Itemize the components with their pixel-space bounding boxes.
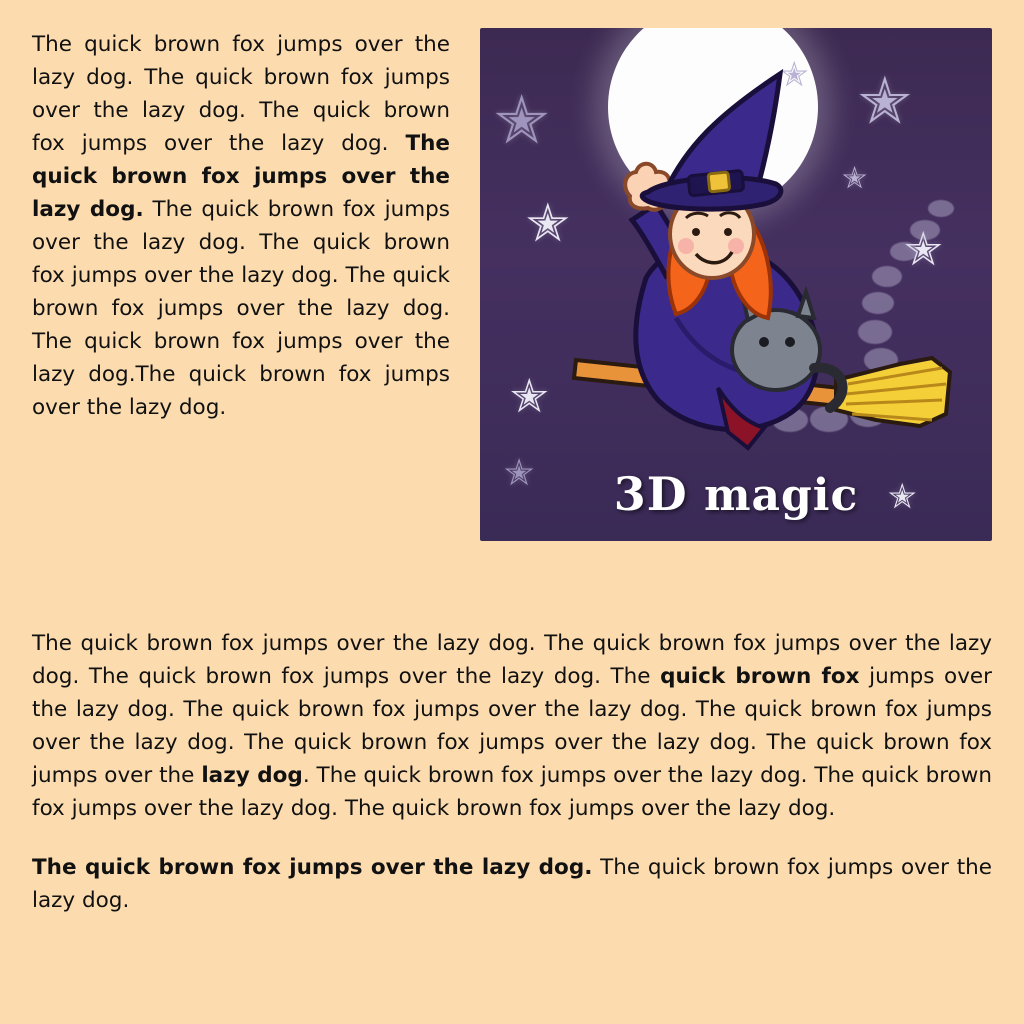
- top-section: [32, 28, 992, 541]
- top-text-run-2-bold: The quick brown fox jumps over the lazy dog.: [32, 131, 450, 222]
- top-text-run-1: The quick brown fox jumps over the lazy dog. The quick brown fox jumps over the lazy dog. The quick brown fox jumps over the lazy dog.: [32, 32, 450, 156]
- caption-prefix: 3D: [613, 467, 688, 521]
- star-icon: ✭: [888, 477, 917, 517]
- star-icon: ✭: [494, 82, 550, 159]
- top-text-run-3: The quick brown fox jumps over the lazy dog. The quick brown fox jumps over the lazy dog. The quick brown fox jumps over the lazy dog. The quick brown fox jumps over the lazy dog.The quick brown fox jumps over the lazy dog.: [32, 197, 450, 420]
- left-text-column: [32, 28, 450, 424]
- body1-run-4-bold: lazy dog: [201, 763, 303, 788]
- witch-illustration: [480, 28, 992, 541]
- body-text-block: [32, 627, 992, 917]
- body1-run-3: jumps over the lazy dog. The quick brown fox jumps over the lazy dog. The quick brown fox jumps over the lazy dog. The quick brown fox jumps over the lazy dog. The quick brown fox jumps over the: [32, 664, 992, 788]
- illustration-figure: [480, 28, 992, 541]
- witch-hat: [642, 74, 781, 209]
- body-paragraph-1: [32, 627, 992, 825]
- body1-run-1: The quick brown fox jumps over the lazy dog. The quick brown fox jumps over the lazy dog. The quick brown fox jumps over the lazy dog. The: [32, 631, 992, 689]
- star-icon: ✭: [504, 453, 535, 494]
- star-icon: ✭: [904, 222, 943, 276]
- star-icon: ✭: [858, 65, 912, 139]
- body2-run-1-bold: The quick brown fox jumps over the lazy dog.: [32, 855, 593, 880]
- caption-rest: magic: [687, 470, 859, 521]
- top-paragraph: [32, 28, 450, 424]
- star-icon: ✭: [842, 161, 868, 196]
- body2-run-2: The quick brown fox jumps over the lazy dog.: [32, 855, 992, 913]
- body-paragraph-2: [32, 851, 992, 917]
- illustration-caption: [480, 467, 992, 521]
- star-icon: ✭: [526, 194, 570, 254]
- star-icon: ✭: [780, 55, 809, 95]
- body1-run-5: . The quick brown fox jumps over the lazy dog. The quick brown fox jumps over the lazy dog. The quick brown fox jumps over the lazy dog.: [32, 763, 993, 821]
- body1-run-2-bold: quick brown fox: [660, 664, 860, 689]
- star-icon: ✭: [510, 369, 549, 423]
